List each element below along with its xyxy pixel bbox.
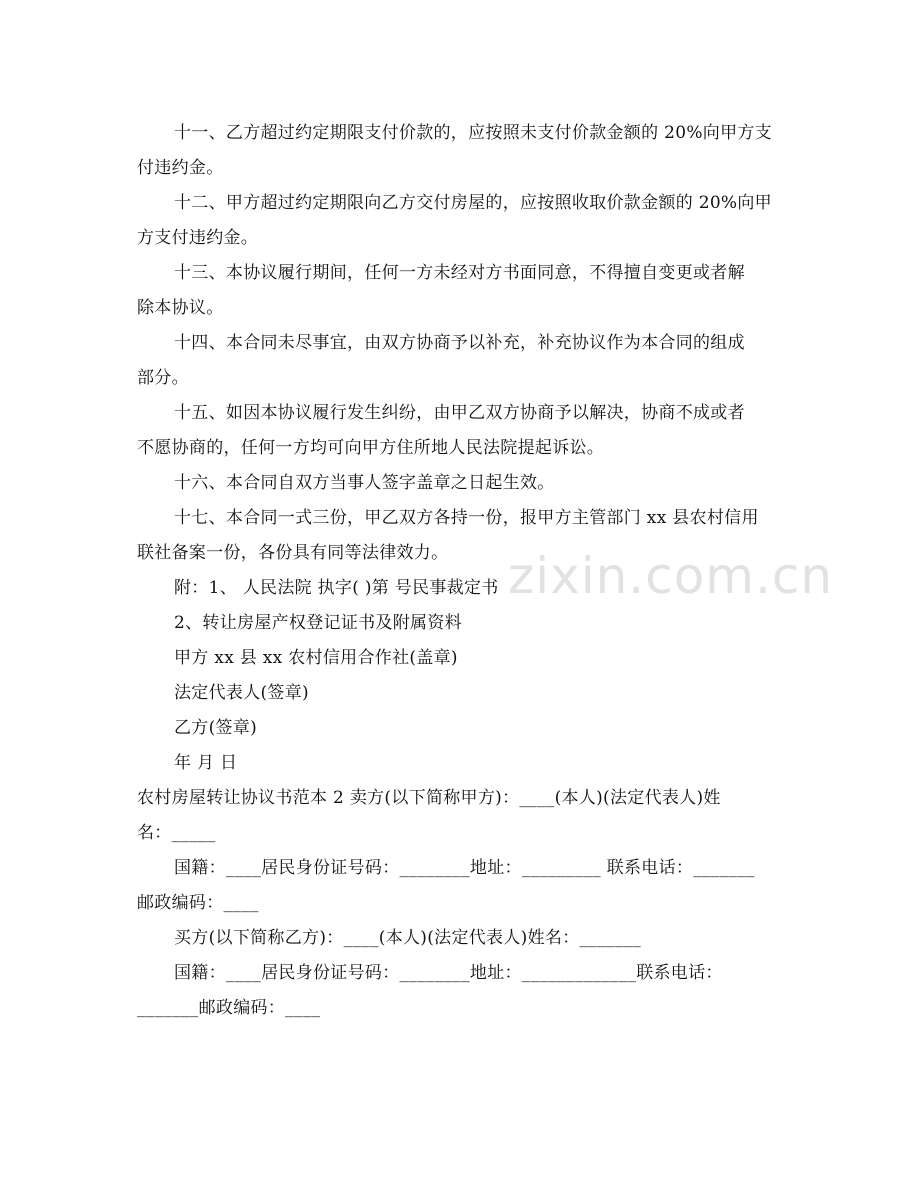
clause-14-line-1: 十四、本合同未尽事宜，由双方协商予以补充，补充协议作为本合同的组成 [174, 333, 745, 353]
clause-17-line-2: 联社备案一份，各份具有同等法律效力。 [137, 543, 449, 563]
buyer-details-line-1: 国籍：____居民身份证号码：________地址：_____________联系电话： [174, 963, 723, 983]
clause-15-line-2: 不愿协商的，任何一方均可向甲方住所地人民法院提起诉讼。 [137, 438, 605, 458]
watermark: zixin.com.cn [508, 547, 834, 605]
clause-11-line-2: 付违约金。 [137, 158, 224, 178]
buyer-details-line-2: _______邮政编码：____ [137, 998, 321, 1018]
legal-representative-signature: 法定代表人(签章) [174, 683, 309, 703]
attachment-2: 2、转让房屋产权登记证书及附属资料 [174, 613, 462, 633]
clause-17-line-1: 十七、本合同一式三份，甲乙双方各持一份，报甲方主管部门 xx 县农村信用 [174, 508, 759, 528]
clause-13-line-2: 除本协议。 [137, 298, 224, 318]
clause-13-line-1: 十三、本协议履行期间，任何一方未经对方书面同意，不得擅自变更或者解 [174, 263, 745, 283]
clause-12-line-1: 十二、甲方超过约定期限向乙方交付房屋的，应按照收取价款金额的 20%向甲 [174, 193, 772, 213]
buyer-line-1: 买方(以下简称乙方)：____(本人)(法定代表人)姓名：_______ [174, 928, 642, 948]
clause-14-line-2: 部分。 [137, 368, 189, 388]
template-2-seller-line-2: 名：_____ [137, 823, 216, 843]
clause-12-line-2: 方支付违约金。 [137, 228, 259, 248]
party-b-signature: 乙方(签章) [174, 718, 258, 738]
clause-11-line-1: 十一、乙方超过约定期限支付价款的，应按照未支付价款金额的 20%向甲方支 [174, 123, 772, 143]
seller-details-line-1: 国籍：____居民身份证号码：________地址：_________ 联系电话：_______ [174, 858, 755, 878]
attachment-1: 附：1、 人民法院 执字( )第 号民事裁定书 [174, 578, 499, 598]
clause-15-line-1: 十五、如因本协议履行发生纠纷，由甲乙双方协商予以解决，协商不成或者 [174, 403, 745, 423]
seller-details-line-2: 邮政编码：____ [137, 893, 259, 913]
party-a-signature: 甲方 xx 县 xx 农村信用合作社(盖章) [174, 648, 458, 668]
template-2-seller-line-1: 农村房屋转让协议书范本 2 卖方(以下简称甲方)：____(本人)(法定代表人)姓 [137, 788, 721, 808]
clause-16-line-1: 十六、本合同自双方当事人签字盖章之日起生效。 [174, 473, 555, 493]
signing-date: 年 月 日 [174, 753, 238, 773]
